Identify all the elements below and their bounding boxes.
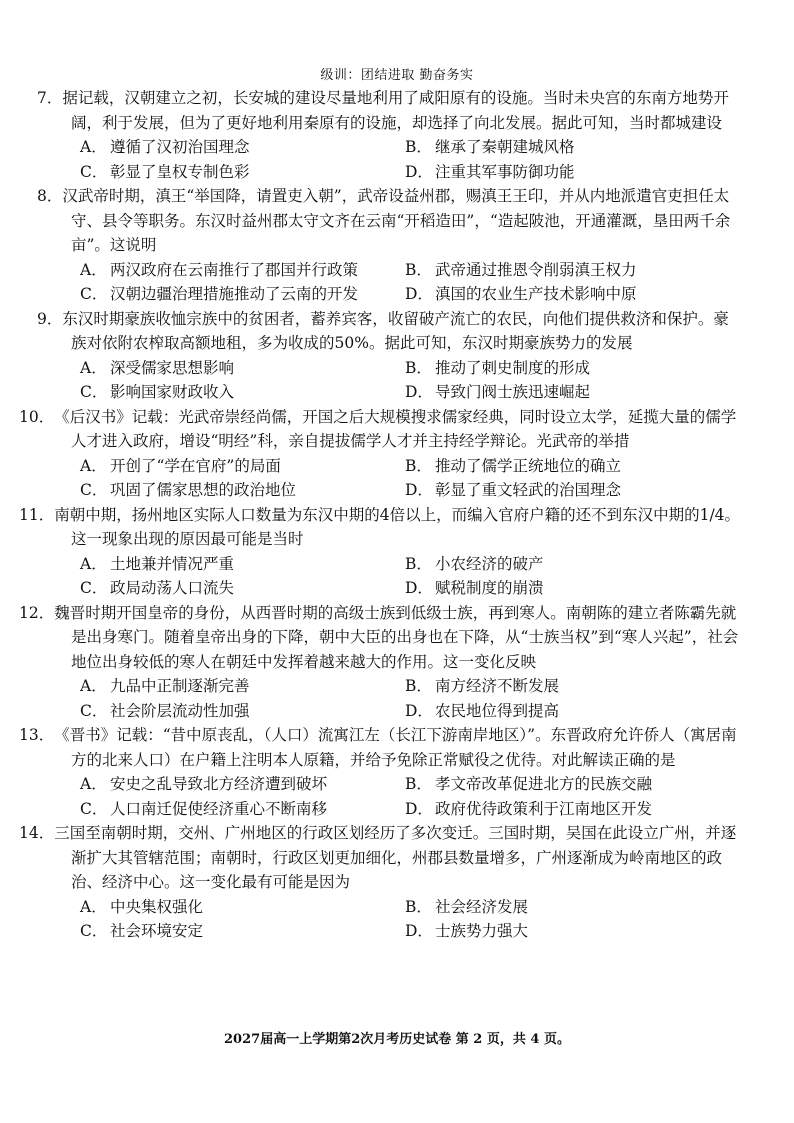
option-letter: D． <box>405 799 433 818</box>
question-stem <box>37 307 744 356</box>
options <box>54 772 744 821</box>
option-text: 政局动荡人口流失 <box>110 579 235 597</box>
option-text: 人口南迁促使经济重心不断南移 <box>110 799 328 818</box>
option-d[interactable] <box>405 478 730 503</box>
question-number: 11． <box>19 505 55 524</box>
question-text: 汉武帝时期，滇王“举国降，请置吏入朝”，武帝设益州郡，赐滇王王印，并从内地派遣官吏担任太守、县令等职务。东汉时益州郡太守文齐在云南“开稻造田”，“造起陂池，开通灌溉，垦田两千余亩”。这说明 <box>62 187 731 254</box>
option-b[interactable] <box>405 356 730 381</box>
option-text: 深受儒家思想影响 <box>110 358 235 377</box>
question-stem <box>19 601 744 675</box>
option-c[interactable] <box>80 919 405 944</box>
option-letter: A． <box>80 775 107 793</box>
option-letter: D． <box>405 922 433 940</box>
options <box>54 552 744 601</box>
option-letter: B． <box>405 358 432 377</box>
option-b[interactable] <box>405 552 730 577</box>
option-letter: B． <box>405 897 432 916</box>
question-text: 魏晋时期开国皇帝的身份，从西晋时期的高级士族到低级士族，再到寒人。南朝陈的建立者陈霸先就是出身寒门。随着皇帝出身的下降，朝中大臣的出身也在下降，从“士族当权”到“寒人兴起”，社会地位出身较低的寒人在朝廷中发挥着越来越大的作用。这一变化反映 <box>54 603 739 671</box>
question-stem <box>37 86 744 135</box>
question-text: 《后汉书》记载：光武帝崇经尚儒，开国之后大规模搜求儒家经典，同时设立太学，延揽大量的儒学人才进入政府，增设“明经”科，亲自提拔儒学人才并主持经学辩论。光武帝的举措 <box>54 407 737 450</box>
option-letter: A． <box>80 358 107 377</box>
question-8 <box>37 184 744 307</box>
option-b[interactable] <box>405 895 730 920</box>
question-10 <box>19 405 744 503</box>
question-text: 南朝中期，扬州地区实际人口数量为东汉中期的4倍以上，而编入官府户籍的还不到东汉中期的1/4。这一现象出现的原因最可能是当时 <box>54 505 741 548</box>
option-letter: D． <box>405 162 433 181</box>
option-text: 社会经济发展 <box>435 897 529 916</box>
option-text: 遵循了汉初治国理念 <box>110 138 250 156</box>
question-text: 据记载，汉朝建立之初，长安城的建设尽量地利用了咸阳原有的设施。当时未央宫的东南方地势开阔，利于发展，但为了更好地利用秦原有的设施，却选择了向北发展。据此可知，当时都城建设 <box>62 89 729 132</box>
options <box>54 356 744 405</box>
option-letter: B． <box>405 775 432 793</box>
option-text: 政府优待政策利于江南地区开发 <box>435 799 653 818</box>
question-number: 8． <box>37 187 63 205</box>
options <box>54 135 744 184</box>
question-14 <box>19 821 744 944</box>
question-text: 三国至南朝时期，交州、广州地区的行政区划经历了多次变迁。三国时期，吴国在此设立广州，并逐渐扩大其管辖范围；南朝时，行政区划更加细化，州郡县数量增多，广州逐渐成为岭南地区的政治、经济中心。这一变化最有可能是因为 <box>54 824 737 891</box>
option-letter: B． <box>405 677 432 695</box>
question-11 <box>19 503 744 601</box>
option-text: 注重其军事防御功能 <box>435 162 575 181</box>
option-a[interactable] <box>80 454 405 479</box>
option-text: 导致门阀士族迅速崛起 <box>435 383 591 401</box>
option-c[interactable] <box>80 478 405 503</box>
option-letter: B． <box>405 260 432 279</box>
question-number: 12． <box>19 603 55 622</box>
question-13 <box>19 723 744 821</box>
option-letter: A． <box>80 554 107 573</box>
option-letter: A． <box>80 138 107 156</box>
option-letter: C． <box>80 579 108 597</box>
option-text: 影响国家财政收入 <box>110 383 235 401</box>
option-text: 孝文帝改革促进北方的民族交融 <box>435 775 653 793</box>
option-text: 继承了秦朝建城风格 <box>435 138 575 156</box>
option-text: 社会环境安定 <box>110 922 204 940</box>
option-c[interactable] <box>80 380 405 405</box>
option-b[interactable] <box>405 772 730 797</box>
option-letter: D． <box>405 701 433 720</box>
option-c[interactable] <box>80 282 405 307</box>
page-footer: 2027届高一上学期第2次月考历史试卷 第 2 页，共 4 页。 <box>224 1032 570 1047</box>
option-text: 巩固了儒家思想的政治地位 <box>110 481 297 499</box>
option-c[interactable] <box>80 160 405 185</box>
option-text: 汉朝边疆治理措施推动了云南的开发 <box>110 285 359 303</box>
option-letter: C． <box>80 285 108 303</box>
option-b[interactable] <box>405 454 730 479</box>
option-text: 滇国的农业生产技术影响中原 <box>435 285 637 303</box>
option-c[interactable] <box>80 797 405 822</box>
question-number: 7． <box>37 89 63 107</box>
option-letter: D． <box>405 285 433 303</box>
question-stem <box>19 405 744 454</box>
option-text: 开创了“学在官府”的局面 <box>110 456 281 475</box>
option-letter: A． <box>80 260 107 279</box>
option-letter: D． <box>405 579 433 597</box>
question-number: 9． <box>37 309 63 328</box>
question-text: 《晋书》记载：“昔中原丧乱，（人口）流寓江左（长江下游南岸地区）”。东晋政府允许侨人（寓居南方的北来人口）在户籍上注明本人原籍，并给予免除正常赋役之优待。对此解读正确的是 <box>54 726 737 769</box>
option-text: 农民地位得到提高 <box>435 701 560 720</box>
option-d[interactable] <box>405 699 730 724</box>
option-a[interactable] <box>80 772 405 797</box>
option-text: 土地兼并情况严重 <box>110 554 235 573</box>
question-stem <box>19 821 744 895</box>
option-text: 九品中正制逐渐完善 <box>110 677 250 695</box>
option-letter: B． <box>405 456 432 475</box>
option-text: 南方经济不断发展 <box>435 677 560 695</box>
option-letter: C． <box>80 922 108 940</box>
option-letter: D． <box>405 383 433 401</box>
option-text: 中央集权强化 <box>110 897 204 916</box>
option-d[interactable] <box>405 576 730 601</box>
option-letter: A． <box>80 897 107 916</box>
option-text: 两汉政府在云南推行了郡国并行政策 <box>110 260 359 279</box>
options <box>54 258 744 307</box>
option-letter: D． <box>405 481 433 499</box>
option-text: 推动了儒学正统地位的确立 <box>435 456 622 475</box>
option-letter: C． <box>80 799 108 818</box>
option-text: 彰显了重文轻武的治国理念 <box>435 481 622 499</box>
option-text: 推动了刺史制度的形成 <box>435 358 591 377</box>
options <box>54 895 744 944</box>
question-stem <box>19 723 744 772</box>
option-a[interactable] <box>80 552 405 577</box>
page-header-motto: 级训：团结进取 勤奋务实 <box>320 68 474 83</box>
question-stem <box>37 184 744 258</box>
option-letter: B． <box>405 138 432 156</box>
option-text: 彰显了皇权专制色彩 <box>110 162 250 181</box>
question-12 <box>19 601 744 724</box>
option-a[interactable] <box>80 356 405 381</box>
option-d[interactable] <box>405 282 730 307</box>
options <box>54 454 744 503</box>
option-text: 武帝通过推恩令削弱滇王权力 <box>435 260 637 279</box>
option-text: 士族势力强大 <box>435 922 529 940</box>
options <box>54 674 744 723</box>
question-stem <box>19 503 744 552</box>
option-a[interactable] <box>80 258 405 283</box>
question-list <box>19 86 744 944</box>
option-text: 小农经济的破产 <box>435 554 544 573</box>
option-a[interactable] <box>80 674 405 699</box>
option-text: 安史之乱导致北方经济遭到破坏 <box>110 775 328 793</box>
option-c[interactable] <box>80 699 405 724</box>
option-letter: A． <box>80 456 107 475</box>
option-letter: B． <box>405 554 432 573</box>
question-9 <box>37 307 744 405</box>
option-letter: C． <box>80 701 108 720</box>
option-d[interactable] <box>405 919 730 944</box>
option-d[interactable] <box>405 160 730 185</box>
option-c[interactable] <box>80 576 405 601</box>
option-letter: C． <box>80 383 108 401</box>
question-number: 13． <box>19 726 55 744</box>
option-b[interactable] <box>405 135 730 160</box>
option-a[interactable] <box>80 135 405 160</box>
option-a[interactable] <box>80 895 405 920</box>
option-d[interactable] <box>405 380 730 405</box>
question-7 <box>37 86 744 184</box>
question-text: 东汉时期豪族收恤宗族中的贫困者，蓄养宾客，收留破产流亡的农民，向他们提供救济和保护。豪族对依附农榨取高额地租，多为收成的50%。据此可知，东汉时期豪族势力的发展 <box>62 309 729 352</box>
option-letter: C． <box>80 481 108 499</box>
question-number: 10． <box>19 407 55 426</box>
option-b[interactable] <box>405 258 730 283</box>
question-number: 14． <box>19 824 55 842</box>
option-text: 社会阶层流动性加强 <box>110 701 250 720</box>
option-d[interactable] <box>405 797 730 822</box>
option-b[interactable] <box>405 674 730 699</box>
option-letter: A． <box>80 677 107 695</box>
option-letter: C． <box>80 162 108 181</box>
option-text: 赋税制度的崩溃 <box>435 579 544 597</box>
